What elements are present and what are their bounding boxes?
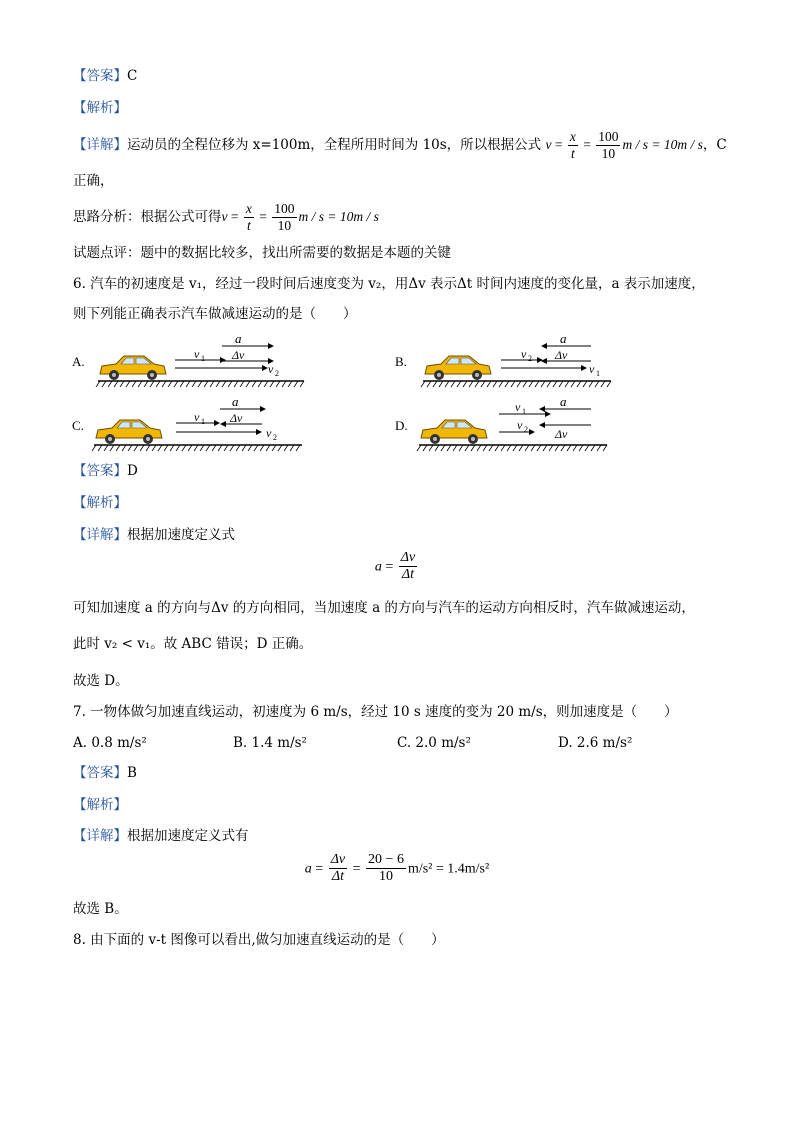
svg-text:a: a [560, 394, 567, 409]
frac-10-2: 10 [277, 218, 292, 233]
svg-text:2: 2 [275, 369, 279, 378]
eq-den: Δt [401, 567, 414, 582]
q5-thinking-line: 思路分析：根据公式可得v = $\frac{x}{t}$ = $\frac{100}{10}$ m / s = 10m / s [73, 201, 379, 233]
eq-tail: m/s² = 1.4m/s² [407, 861, 490, 877]
unit-tail: m / s = 10m / s [622, 137, 703, 152]
q7-conclusion: 故选 B。 [73, 901, 128, 917]
detail-tag: 【详解】 [73, 527, 127, 543]
svg-text:Δv: Δv [232, 348, 245, 362]
answer-tag: 【答案】 [73, 463, 127, 479]
q6-detail-line [73, 526, 235, 544]
q5-comment-line: 试题点评：题中的数据比较多，找出所需要的数据是本题的关键 [73, 245, 451, 261]
detail-text: 运动员的全程位移为 x=100m，全程所用时间为 10s，所以根据公式 [127, 137, 542, 153]
detail-tag: 【详解】 [73, 137, 127, 153]
eq-den1: Δt [331, 869, 344, 884]
analysis-tag: 【解析】 [73, 797, 127, 813]
eq-num2: 20 − 6 [368, 852, 404, 867]
q7-option-d: D. 2.6 m/s² [558, 735, 633, 751]
svg-text:2: 2 [528, 354, 532, 363]
svg-text:v: v [268, 362, 274, 376]
svg-text:v: v [589, 362, 595, 376]
q7-analysis-line [73, 796, 127, 814]
q6-stem-line2: 则下列能正确表示汽车做减速运动的是（ ） [73, 306, 357, 322]
option-label: D. [395, 418, 408, 433]
frac-x: x [569, 129, 576, 144]
eq-a: a [304, 861, 312, 877]
option-label: C. [72, 418, 84, 433]
q7-detail-line [73, 827, 249, 845]
svg-text:v: v [194, 347, 200, 361]
car-icon [96, 420, 162, 444]
car-icon [421, 420, 487, 444]
svg-text:v: v [515, 400, 521, 414]
q6-explain-line1: 可知加速度 a 的方向与Δv 的方向相同，当加速度 a 的方向与汽车的运动方向相反时，汽车做减速运动， [73, 600, 695, 616]
frac-t: t [570, 146, 575, 161]
q5-detail-line: 【详解】运动员的全程位移为 x=100m，全程所用时间为 10s，所以根据公式 v = $\frac{x}{t}$ = $\frac{100}{10}$ m / s = 10m / s，C [73, 129, 727, 161]
unit-tail-2: m / s = 10m / s [298, 209, 379, 224]
frac-100: 100 [598, 129, 619, 144]
svg-text:a: a [232, 394, 239, 409]
eq-num: Δv [400, 550, 416, 565]
svg-text:Δv: Δv [230, 411, 243, 425]
svg-text:1: 1 [201, 417, 205, 426]
svg-text:2: 2 [524, 425, 528, 434]
detail-tag: 【详解】 [73, 828, 127, 844]
eq-num1: Δv [330, 852, 346, 867]
q6-option-c-figure [72, 394, 312, 452]
q6-explain-line2: 此时 v₂ < v₁。故 ABC 错误；D 正确。 [73, 636, 313, 652]
detail-text: 根据加速度定义式 [127, 527, 235, 543]
svg-text:2: 2 [273, 433, 277, 442]
ground [96, 381, 304, 387]
q6-answer-line [73, 462, 138, 480]
q7-answer-line [73, 764, 137, 782]
q6-option-b-figure [395, 332, 625, 388]
frac-100-2: 100 [274, 201, 295, 216]
answer-value: B [127, 765, 137, 781]
q7-option-a: A. 0.8 m/s² [73, 735, 147, 751]
q6-conclusion: 故选 D。 [73, 673, 129, 689]
q5-answer-line [73, 67, 137, 85]
frac-10: 10 [601, 146, 616, 161]
answer-tag: 【答案】 [73, 68, 127, 84]
svg-text:a: a [235, 332, 242, 346]
svg-text:v: v [266, 426, 272, 440]
svg-text:Δv: Δv [555, 348, 568, 362]
q6-equation: a = $\frac{\Delta v}{\Delta t}$ [374, 550, 416, 582]
car-icon [100, 356, 166, 380]
q7-equation: a = $\frac{\Delta v}{\Delta t}$ = $\frac{20 - 6}{10}$ m/s² = 1.4m/s² [304, 852, 490, 884]
car-icon [425, 356, 491, 380]
option-label: A. [72, 354, 85, 369]
detail-suffix: ，C [702, 137, 727, 153]
formula-v: v [545, 137, 552, 152]
q6-option-d-figure [395, 394, 625, 452]
eq-a: a [374, 559, 382, 575]
svg-text:v: v [517, 418, 523, 432]
q6-option-a-figure [72, 332, 312, 388]
q5-analysis-line [73, 99, 127, 117]
q6-analysis-line [73, 494, 127, 512]
svg-text:1: 1 [522, 407, 526, 416]
q7-option-c: C. 2.0 m/s² [397, 735, 471, 751]
svg-text:1: 1 [596, 369, 600, 378]
svg-text:1: 1 [201, 354, 205, 363]
option-label: B. [395, 354, 407, 369]
svg-text:a: a [560, 332, 567, 346]
q7-option-b: B. 1.4 m/s² [233, 735, 307, 751]
q5-detail-line2: 正确， [73, 173, 114, 189]
svg-text:Δv: Δv [555, 427, 568, 441]
answer-value: D [127, 463, 138, 479]
thinking-text: 思路分析：根据公式可得 [73, 209, 222, 225]
detail-text: 根据加速度定义式有 [127, 828, 249, 844]
svg-text:v: v [194, 410, 200, 424]
analysis-tag: 【解析】 [73, 100, 127, 116]
analysis-tag: 【解析】 [73, 495, 127, 511]
answer-tag: 【答案】 [73, 765, 127, 781]
q8-stem: 8. 由下面的 v-t 图像可以看出,做匀加速直线运动的是（ ） [73, 932, 445, 948]
eq-den2: 10 [379, 869, 393, 884]
frac-x-2: x [245, 201, 252, 216]
frac-t-2: t [246, 218, 251, 233]
formula-v-2: v [221, 209, 228, 224]
q6-stem-line1: 6. 汽车的初速度是 v₁，经过一段时间后速度变为 v₂，用Δv 表示Δt 时间内速度的变化量，a 表示加速度， [73, 276, 705, 292]
svg-text:v: v [521, 347, 527, 361]
q7-stem: 7. 一物体做匀加速直线运动，初速度为 6 m/s，经过 10 s 速度的变为 20 m/s，则加速度是（ ） [73, 704, 678, 720]
answer-value: C [127, 68, 138, 84]
